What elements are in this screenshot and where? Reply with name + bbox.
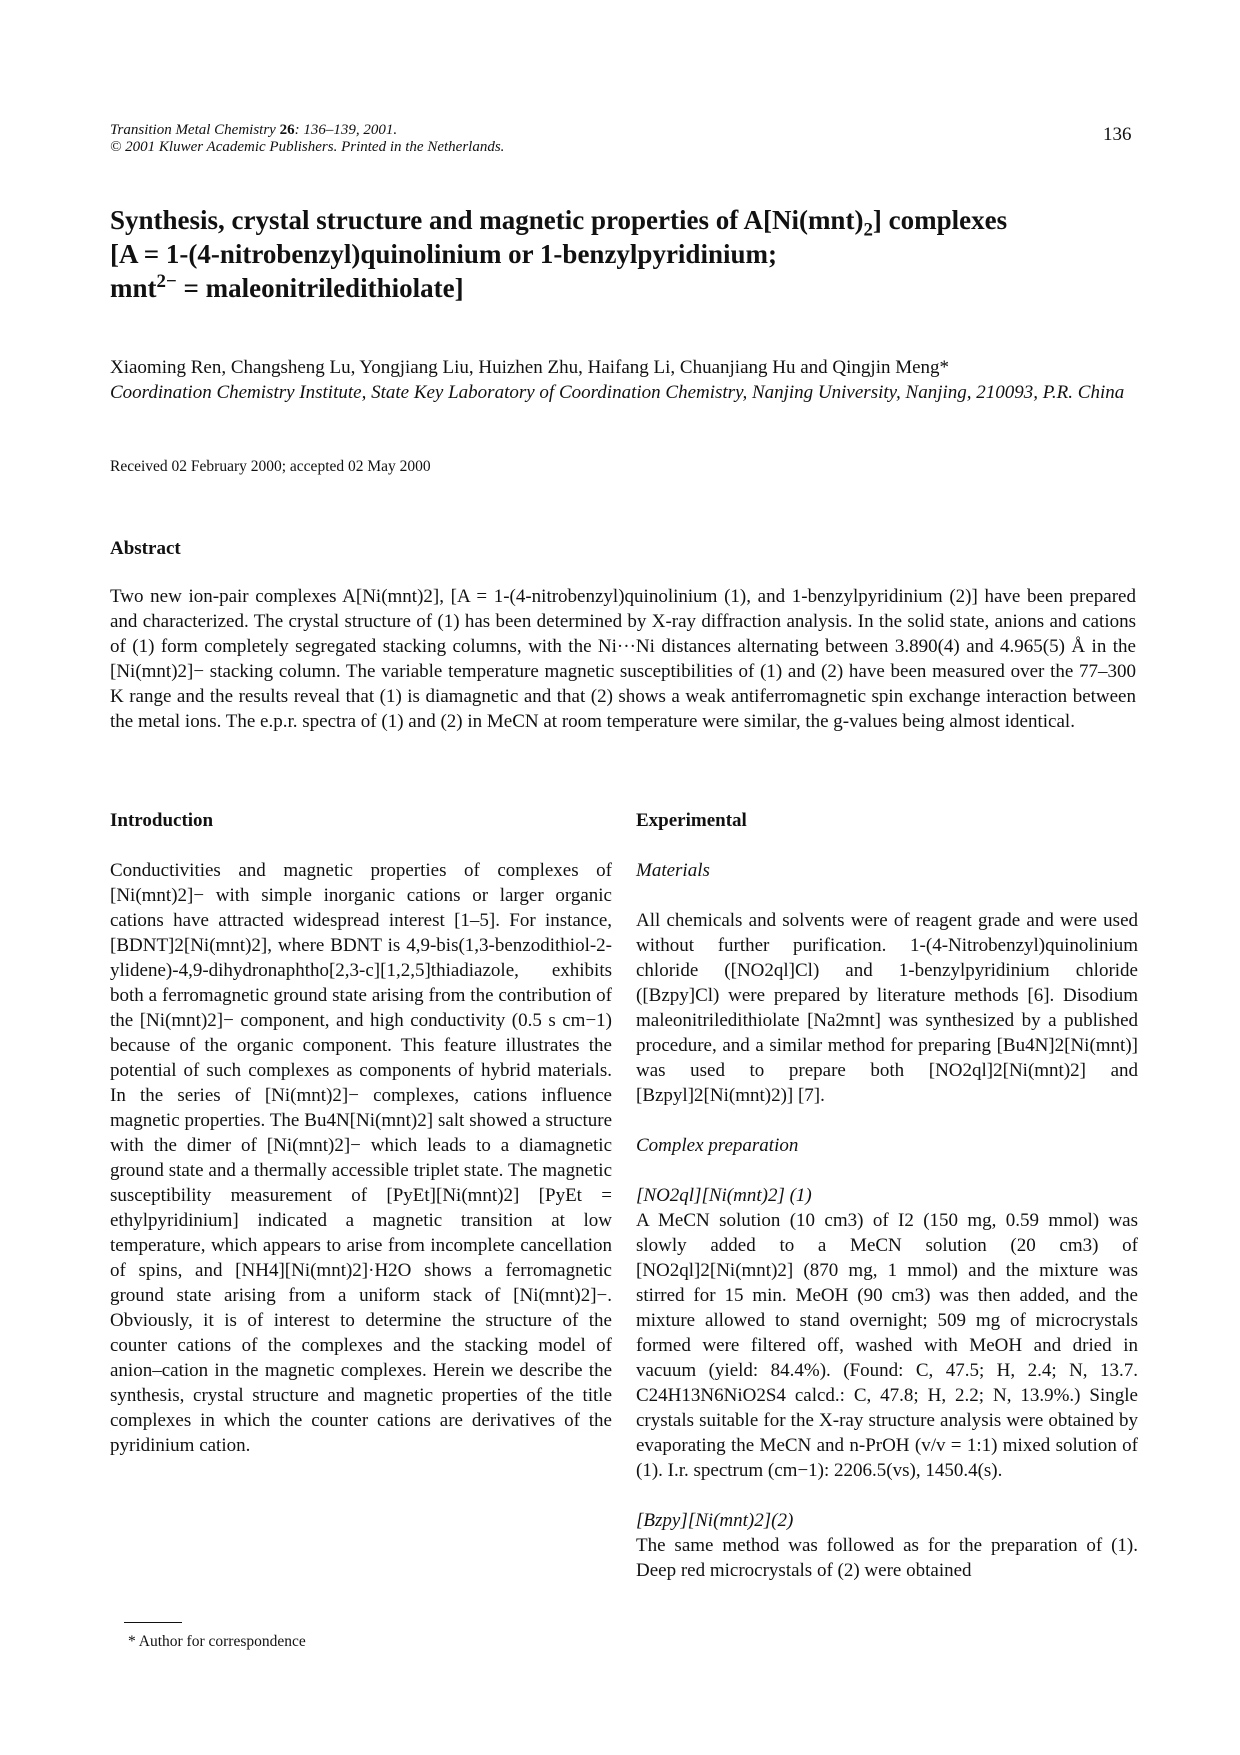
copyright-line: © 2001 Kluwer Academic Publishers. Printed in the Netherlands.	[110, 139, 505, 155]
materials-heading: Materials	[636, 860, 710, 881]
complex-2-heading: [Bzpy][Ni(mnt)2](2)	[636, 1510, 794, 1531]
experimental-heading: Experimental	[636, 810, 747, 831]
title-subscript: 2	[863, 219, 873, 241]
complex-2-text: The same method was followed as for the preparation of (1). Deep red microcrystals of (2) were obtained	[636, 1535, 1138, 1581]
journal-citation	[110, 122, 504, 139]
journal-volume: 26	[279, 122, 295, 138]
title-line-3-end: = maleonitriledithiolate]	[176, 273, 464, 303]
footnote: * Author for correspondence	[128, 1633, 306, 1650]
journal-name: Transition Metal Chemistry	[110, 122, 276, 138]
author-list: Xiaoming Ren, Changsheng Lu, Yongjiang Liu, Huizhen Zhu, Haifang Li, Chuanjiang Hu and Qingjin Meng*	[110, 357, 950, 378]
title-superscript: 2−	[156, 271, 177, 292]
title-line-1-end: ] complexes	[872, 205, 1008, 235]
right-column	[636, 808, 1138, 1583]
left-column	[110, 808, 612, 1458]
complex-preparation-heading: Complex preparation	[636, 1135, 799, 1156]
introduction-heading: Introduction	[110, 810, 214, 831]
journal-pages: : 136–139, 2001.	[294, 122, 398, 138]
title-line-2: [A = 1-(4-nitrobenzyl)quinolinium or 1-benzylpyridinium;	[110, 239, 777, 269]
abstract-text: Two new ion-pair complexes A[Ni(mnt)2], [A = 1-(4-nitrobenzyl)quinolinium (1), and 1-benzylpyridinium (2)] have been prepared and characterized. The crystal structure of (1) has been determined by X-ray diffraction analysis. In the solid state, anions and cations of (1) form completely segregated stacking columns, with the Ni···Ni distances alternating between 3.890(4) and 4.965(5) Å in the [Ni(mnt)2]− stacking column. The variable temperature magnetic susceptibilities of (1) and (2) have been measured over the 77–300 K range and the results reveal that (1) is diamagnetic and that (2) shows a weak antiferromagnetic spin exchange interaction between the metal ions. The e.p.r. spectra of (1) and (2) in MeCN at room temperature were similar, the g-values being almost identical.	[110, 586, 1136, 732]
author-block	[110, 355, 1135, 405]
affiliation: Coordination Chemistry Institute, State Key Laboratory of Coordination Chemistry, Nanjing University, Nanjing, 210093, P.R. China	[110, 382, 1125, 403]
title-line-1: Synthesis, crystal structure and magnetic properties of A[Ni(mnt)	[110, 205, 864, 235]
journal-header	[110, 122, 504, 156]
paper-title	[110, 203, 1140, 305]
materials-text: All chemicals and solvents were of reagent grade and were used without further purification. 1-(4-Nitrobenzyl)quinolinium chloride ([NO2ql]Cl) and 1-benzylpyridinium chloride ([Bzpy]Cl) were prepared by literature methods [6]. Disodium maleonitriledithiolate [Na2mnt] was synthesized by a published procedure, and a similar method for preparing [Bu4N]2[Ni(mnt)] was used to prepare both [NO2ql]2[Ni(mnt)2] and [Bzpyl]2[Ni(mnt)2)] [7].	[636, 910, 1138, 1106]
received-dates: Received 02 February 2000; accepted 02 May 2000	[110, 458, 431, 475]
title-line-3: mnt	[110, 273, 157, 303]
page-number: 136	[1103, 124, 1132, 145]
complex-1-heading: [NO2ql][Ni(mnt)2] (1)	[636, 1185, 812, 1206]
complex-1-text: A MeCN solution (10 cm3) of I2 (150 mg, 0.59 mmol) was slowly added to a MeCN solution (20 cm3) of [NO2ql]2[Ni(mnt)2] (870 mg, 1 mmol) and the mixture was stirred for 15 min. MeOH (90 cm3) was then added, and the mixture allowed to stand overnight; 509 mg of microcrystals formed were filtered off, washed with MeOH and dried in vacuum (yield: 84.4%). (Found: C, 47.5; H, 2.4; N, 13.7. C24H13N6NiO2S4 calcd.: C, 47.8; H, 2.2; N, 13.9%.) Single crystals suitable for the X-ray structure analysis were obtained by evaporating the MeCN and n-PrOH (v/v = 1:1) mixed solution of (1). I.r. spectrum (cm−1): 2206.5(vs), 1450.4(s).	[636, 1210, 1138, 1481]
footnote-rule	[124, 1622, 182, 1623]
introduction-text: Conductivities and magnetic properties of complexes of [Ni(mnt)2]− with simple inorganic cations or larger organic cations have attracted widespread interest [1–5]. For instance, [BDNT]2[Ni(mnt)2], where BDNT is 4,9-bis(1,3-benzodithiol-2-ylidene)-4,9-dihydronaphtho[2,3-c][1,2,5]thiadiazole, exhibits both a ferromagnetic ground state arising from the contribution of the [Ni(mnt)2]− component, and high conductivity (0.5 s cm−1) because of the organic component. This feature illustrates the potential of such complexes as components of hybrid materials. In the series of [Ni(mnt)2]− complexes, cations influence magnetic properties. The Bu4N[Ni(mnt)2] salt showed a structure with the dimer of [Ni(mnt)2]− which leads to a diamagnetic ground state and a thermally accessible triplet state. The magnetic susceptibility measurement of [PyEt][Ni(mnt)2] [PyEt = ethylpyridinium] indicated a magnetic transition at low temperature, which appears to arise from incomplete cancellation of spins, and [NH4][Ni(mnt)2]·H2O shows a ferromagnetic ground state arising from a uniform stack of [Ni(mnt)2]−. Obviously, it is of interest to determine the structure of the counter cations of the complexes and the stacking model of anion–cation in the magnetic complexes. Herein we describe the synthesis, crystal structure and magnetic properties of the title complexes in which the counter cations are derivatives of the pyridinium cation.	[110, 860, 612, 1456]
abstract-heading: Abstract	[110, 538, 181, 559]
